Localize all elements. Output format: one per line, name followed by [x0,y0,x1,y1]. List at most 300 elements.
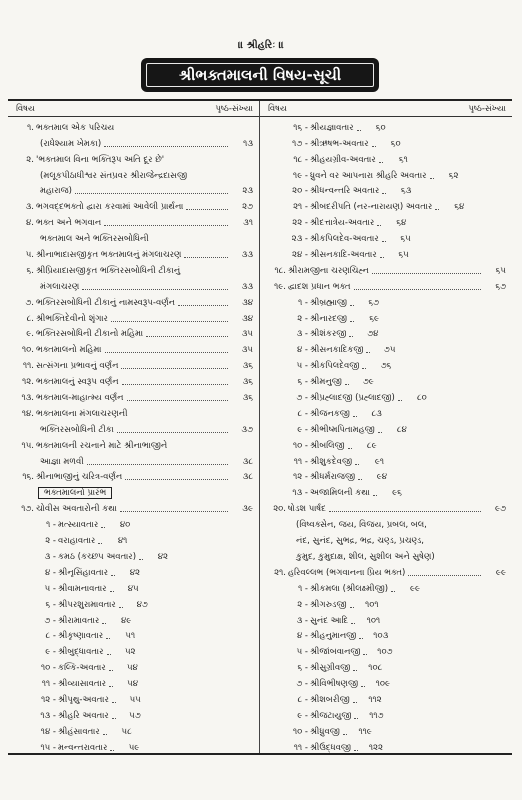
entry-title: અજામિલની કથા [310,488,370,499]
page-number: ૩૧ [243,218,253,229]
entry-title: શ્રીનારદજી [310,313,348,324]
page-number: ૫૨ [124,647,136,658]
entry-number: ૧૨ - [293,472,308,483]
dot-leader [104,146,228,147]
dot-leader [121,368,228,369]
page-number: ૩૫ [241,329,253,340]
page-number: ૬૭ [368,297,379,308]
entry-number: ૧ - [46,520,56,531]
page-number: ૧૧૭ [369,710,384,721]
entry-title: શ્રીભક્તિદેવીનો શૃંગાર [36,313,108,324]
page-number: ૨૭ [242,202,253,213]
page-number: ૯૯ [495,567,506,578]
entry-title: શ્રીકૃષ્ણાવતાર [58,631,104,642]
toc-row [260,134,401,150]
entry-title: શ્રીનાભાદાસજીકૃત ભક્તમાલનું મંગલાચરણ [36,250,182,261]
toc-row [260,515,512,531]
toc-row [8,420,259,436]
dot-leader [329,511,481,512]
entry-title: ભક્તમાલના મંગલાચરણની [36,408,128,419]
toc-row [8,356,259,372]
dot-leader [98,543,102,544]
entry-title: શ્રીભીષ્મપિતામહજી [310,424,375,435]
entry-number: ૭ - [296,679,308,690]
dot-leader [146,336,228,337]
entry-number: ૪. [26,218,34,229]
entry-title: ભક્ત અને ભગવાન [36,218,102,229]
page-number: ૬૫ [495,265,506,276]
dot-leader [186,209,228,210]
toc-row [260,499,512,515]
toc-row [260,690,382,706]
toc-row [8,150,259,166]
toc-row [8,547,169,563]
entry-title: શ્રીબ્રહ્માજી [310,297,347,308]
page-number: ૩૪ [242,313,253,324]
entry-title: શ્રીજટાયુજી [310,710,352,721]
toc-row [260,309,380,325]
entry-title: ભક્તમાલની રચનાને માટે શ્રીનાભાજીને [36,440,168,451]
toc-row [8,436,259,452]
entry-title: વરાહાવતાર [58,536,96,547]
entry-title: શ્રીદત્તાત્રેય-અવતાર [310,218,375,229]
entry-title: શ્રીનૃસિંહાવતાર [58,567,109,578]
entry-title: શ્રીપ્રહ્લાદજી (પ્રહ્લાદજી) [310,393,395,404]
page-number: ૪૨ [129,567,141,578]
entry-title: ભક્તમાલનું સ્વરૂપ વર્ણન [36,377,119,388]
entry-title: કુમુદ, કુમુદાક્ષ, શીલ, સુશીલ અને સુષેણ) [296,551,435,562]
dot-leader [359,638,363,639]
toc-row [8,531,128,547]
entry-title: ભક્તિરસબોધિની ટીકાનું નામસ્વરૂપ-વર્ણન [36,297,175,308]
toc-row [8,134,259,150]
toc-row [8,595,148,611]
toc-row [8,658,138,674]
toc-row [8,563,141,579]
entry-number: ૧૦. [22,345,34,356]
dot-leader [372,146,376,147]
dot-leader [363,654,367,655]
toc-row [8,642,136,658]
toc-row [8,627,136,643]
page-number: ૪૭ [136,599,148,610]
page-number: ૧૦૭ [377,647,393,658]
dot-leader [379,162,383,163]
toc-row [8,372,259,388]
entry-title: શ્રીરામજીના ચરણચિહ્ન [288,265,369,276]
page-number: ૬૯ [369,313,380,324]
page-number: ૫૭ [129,710,141,721]
entry-title: શ્રીયજ્ઞાવતાર [310,122,354,133]
page-number: ૬૫ [398,250,409,261]
entry-number: ૧૫. [21,440,34,451]
left-column [8,101,260,753]
toc-row [260,642,393,658]
entry-title: ભક્તમાલનો મહિમા [36,345,102,356]
toc-row [260,245,409,261]
toc-row [260,293,379,309]
entry-number: ૬ - [297,663,308,674]
entry-number: ૫ - [296,647,308,658]
page-number: ૭૯ [362,377,374,388]
toc-row [8,468,259,484]
dot-leader [351,623,355,624]
dot-leader [357,130,361,131]
entry-number: ૩ - [296,615,308,626]
toc-row [260,563,512,579]
entry-title: શ્રીરામાવતાર [58,615,100,626]
dot-leader [125,479,228,480]
dot-leader [430,178,434,179]
page-number: ૫૪ [126,663,138,674]
entry-number: ૧ - [298,583,308,594]
entry-number: ૨૩ - [291,234,308,245]
entry-number: ૧૩. [21,393,34,404]
dot-leader [82,289,228,290]
page-number: ૪૦ [119,520,131,531]
entry-number: ૧ - [298,297,308,308]
entry-title: શ્રીસનકાદિકજી [310,345,364,356]
entry-number: ૧૨ - [41,694,56,705]
entry-number: ૧૭. [21,504,34,515]
entry-title: ભક્તિરસબોધિની ટીકાનો મહિમા [36,329,144,340]
entry-number: ૧૬ - [293,122,308,133]
toc-row [260,531,512,547]
page-number: ૧૦૯ [375,679,391,690]
entry-title: શ્રીપૃથુ-અવતાર [58,694,109,705]
dot-leader [112,718,116,719]
dot-leader [122,384,228,385]
toc-row [260,229,411,245]
entry-number: ૧૪ - [40,726,56,737]
entry-number: ૧૧ - [293,456,308,467]
entry-number: ૩. [25,202,34,213]
page-number: ૮૦ [416,393,427,404]
page-number: ૬૦ [390,138,401,149]
page-number: ૬૪ [454,202,465,213]
entry-number: ૨૦ - [292,186,308,197]
page-number: ૩૫ [241,345,253,356]
toc-row [260,579,421,595]
page-number: ૪૧ [117,536,128,547]
dot-leader [353,416,357,417]
subject-header: વિષય [16,103,35,114]
dot-leader [353,670,357,671]
title-banner [143,60,377,90]
entry-number: ૧૩ - [292,488,308,499]
entry-number: ૧૯. [274,281,286,292]
dot-leader [391,591,395,592]
toc-row [260,595,379,611]
entry-number: ૨૧. [274,567,286,578]
entry-number: ૧૧ - [41,679,56,690]
page-number: ૫૧ [125,631,136,642]
dot-leader [101,527,105,528]
entry-title: ભક્તમાલ અને ભક્તિરસબોધિની [40,234,149,245]
entry-number: ૨ - [297,313,308,324]
toc-row [8,404,259,420]
entry-title: ભક્તમાલ-માહાત્મ્ય વર્ણન [36,393,124,404]
toc-row [8,722,132,738]
toc-row [260,436,377,452]
toc-row [260,372,374,388]
toc-row [260,658,383,674]
entry-number: ૧૦ - [40,663,56,674]
toc-row [260,468,388,484]
entry-title: શ્રીકપિલદેવજી [310,361,360,372]
page-number: ૩૪ [242,297,253,308]
dot-leader [343,734,347,735]
page-number: ૩૬ [242,377,253,388]
right-rows [260,117,512,754]
page-number: ૪૨ [157,551,169,562]
dot-leader [75,193,228,194]
toc-row [8,515,131,531]
dot-leader [139,559,143,560]
dot-leader [382,193,386,194]
toc-row [260,452,385,468]
entry-title: શ્રીવામનાવતાર [58,583,107,594]
toc-row [8,579,139,595]
dot-leader [408,575,481,576]
toc-row [260,261,512,277]
entry-title: ચોવીસ અવતારોની કથા [36,504,117,515]
page-number: ૩૮ [242,472,253,483]
right-column [260,101,512,753]
entry-number: ૧૮ - [293,154,308,165]
entry-title: દ્વાદશ પ્રધાન ભક્ત [288,281,351,292]
entry-title: શ્રીકપિલદેવ-અવતાર [310,234,379,245]
entry-title: શ્રીહંસાવતાર [58,726,100,737]
entry-title: શ્રીમનુજી [310,377,342,388]
toc-row [260,706,384,722]
entry-number: ૧૭ - [292,138,308,149]
toc-row [260,197,465,213]
entry-number: ૧૫ - [40,742,56,753]
page-number: ૩૬ [242,361,253,372]
entry-title: આજ્ઞા મળવી [40,456,84,467]
entry-title: ભક્તમાલ એક પરિચય [36,122,115,133]
dot-leader [350,607,354,608]
entry-title: શ્રીહયગ્રીવ-અવતાર [310,154,376,165]
page-number: ૩૩ [241,250,253,261]
entry-title: કમઠ (કચ્છપ અવતાર) [58,551,137,562]
page-number: ૬૦ [375,122,386,133]
dot-leader [398,400,402,401]
toc-row [8,245,259,261]
dot-leader [377,225,381,226]
dot-leader [119,607,123,608]
toc-row [8,388,259,404]
toc-row [260,325,379,341]
page-number: ૭૬ [380,361,392,372]
entry-number: ૧૧ - [293,742,308,753]
dot-leader [109,686,113,687]
entry-title: શ્રીશબરીજી [310,694,350,705]
dot-leader [112,702,116,703]
dot-leader [361,686,365,687]
page-number: ૧૨૨ [368,742,384,753]
toc-row [8,340,259,356]
dot-leader [178,305,228,306]
entry-title: નંદ, સુનંદ, સુભદ્ર, ભદ્ર, ચણ્ડ, પ્રચણ્ડ, [296,536,425,547]
dot-leader [372,273,481,274]
right-column-header [260,101,512,117]
page-number: ૯૯ [409,583,421,594]
toc-row [8,738,140,754]
page-number: ૨૩ [242,186,253,197]
entry-title: શ્રીજાંબવાનજી [310,647,361,658]
page-number: ૯૧ [374,456,385,467]
dot-leader [111,575,115,576]
toc-row [260,404,382,420]
dot-leader [110,750,114,751]
dot-leader [109,670,113,671]
dot-leader [382,241,386,242]
dot-leader [378,432,382,433]
page-number: ૭૫ [383,345,396,356]
page-number: ૮૯ [366,440,377,451]
entry-title: શ્રીહનુમાનજી [310,631,357,642]
contents-table [8,99,512,755]
dot-leader [353,702,357,703]
entry-number: ૧૩ - [40,710,56,721]
page-number: ૩૮ [242,456,253,467]
dot-leader [104,225,228,226]
entry-number: ૯ - [297,710,308,721]
entry-number: ૧. [27,122,34,133]
page-number: ૧૦૮ [368,663,383,674]
dot-leader [354,718,358,719]
entry-title: શ્રીકમલા (શ્રીલક્ષ્મીજી) [310,583,389,594]
page-title: શ્રીભક્તમાલની વિષય-સૂચી [146,63,374,87]
page-number: ૪૯ [121,615,132,626]
entry-title: સુનંદ આદિ [310,615,349,626]
toc-row [8,166,259,182]
dot-leader [380,257,384,258]
entry-title: શ્રીશંકરજી [310,329,347,340]
toc-row [8,611,132,627]
left-column-header [8,101,259,117]
entry-number: ૮. [26,313,34,324]
entry-title: શ્રીબલિજી [310,440,345,451]
page-number: ૬૭ [495,281,506,292]
toc-row [8,182,259,198]
entry-title: સત્સંગના પ્રભાવનું વર્ણન [36,361,119,372]
toc-row [260,674,391,690]
entry-number: ૪ - [44,567,56,578]
dot-leader [102,623,106,624]
entry-title: શ્રીધન્વન્તરિ અવતાર [310,186,380,197]
entry-title: શ્રીનાભાજીનું ચરિત્ર-વર્ણન [36,472,123,483]
dot-leader [111,321,228,322]
entry-title: હરિવલ્લભ (ભગવાનના પ્રિય ભક્ત) [288,567,406,578]
page-number: ૮૪ [396,424,407,435]
page-header: પૃષ્ઠ-સંખ્યા [468,103,506,114]
entry-title: ધ્રુવને વર આપનારા શ્રીહરિ અવતાર [310,170,427,181]
dot-leader [103,734,107,735]
entry-number: ૫. [25,250,34,261]
entry-title: શ્રીપરશુરામાવતાર [58,599,116,610]
dot-leader [106,638,110,639]
page-number: ૬૩ [400,186,412,197]
page-number: ૯૪ [376,472,388,483]
dot-leader [349,336,353,337]
left-rows [8,117,259,754]
entry-number: ૫ - [44,583,56,594]
entry-title: ભગવદ્દભક્તો દ્વારા કરવામાં આવેલી પ્રાર્થના [36,202,184,213]
entry-title: ષોડશ પાર્ષદ [288,504,326,515]
toc-row [8,309,259,325]
page-number: ૪૫ [127,583,139,594]
toc-row [8,674,139,690]
page-number: ૬૨ [448,170,459,181]
toc-row [8,690,141,706]
entry-title: કલ્કિ-અવતાર [58,663,106,674]
toc-row [260,118,386,134]
dot-leader [362,368,366,369]
dot-leader [348,448,352,449]
entry-number: ૩ - [296,329,308,340]
entry-number: ૩ - [44,551,56,562]
entry-title: શ્રીશુકદેવજી [310,456,353,467]
toc-row [8,325,259,341]
toc-row [8,197,259,213]
toc-row [260,722,372,738]
entry-title: 'ભક્તમાલ વિના ભક્તિરૂપ અતિ દૂર છે' [36,154,165,165]
page-number: ૧૩ [243,138,253,149]
entry-title: શ્રીઋષભ-અવતાર [310,138,369,149]
entry-number: ૯ - [297,424,308,435]
toc-row [8,213,259,229]
toc-row [8,706,141,722]
toc-row [8,452,259,468]
entry-title: શ્રીબદરીપતિ (નર-નારાયણ) અવતાર [310,202,433,213]
page-number: ૩૬ [242,393,253,404]
dot-leader [354,289,481,290]
toc-row [8,293,259,309]
entry-title: શ્રીઉદ્ધવજી [310,742,352,753]
page-number: ૩૭ [241,424,253,435]
entry-number: ૧૬. [22,472,34,483]
subject-header: વિષય [268,103,287,114]
entry-title: મંગલાચરણ [40,281,80,292]
toc-row [260,356,392,372]
page-number: ૧૧૯ [358,726,372,737]
entry-number: ૧૦ - [292,726,308,737]
entry-title: શ્રીપ્રિયાદાસજીકૃત ભક્તિરસબોધિની ટીકાનું [36,265,181,276]
page-number: ૯૬ [392,488,402,499]
entry-title: શ્રીવિભીષણજી [310,679,359,690]
page-number: ૬૫ [400,234,411,245]
entry-title: શ્રીવ્યાસાવતાર [58,679,107,690]
entry-number: ૫ - [296,361,308,372]
entry-title: મત્સ્યાવતાર [58,520,99,531]
entry-title: શ્રીધર્મરાજજી [310,472,356,483]
entry-number: ૧૧. [22,361,34,372]
toc-row [260,277,512,293]
toc-row [260,547,512,563]
page-number: ૩૩ [241,281,253,292]
entry-title: (વિષ્વક્સેન, જય, વિજય, પ્રબલ, બલ, [296,520,427,531]
dot-leader [345,384,349,385]
dot-leader [435,209,439,210]
entry-title: શ્રીધ્રુવજી [310,726,340,737]
entry-title: ભક્તમાલનો પ્રારંભ [38,487,112,499]
toc-row [8,118,259,134]
toc-row [260,483,402,499]
entry-number: ૨૪ - [291,250,308,261]
